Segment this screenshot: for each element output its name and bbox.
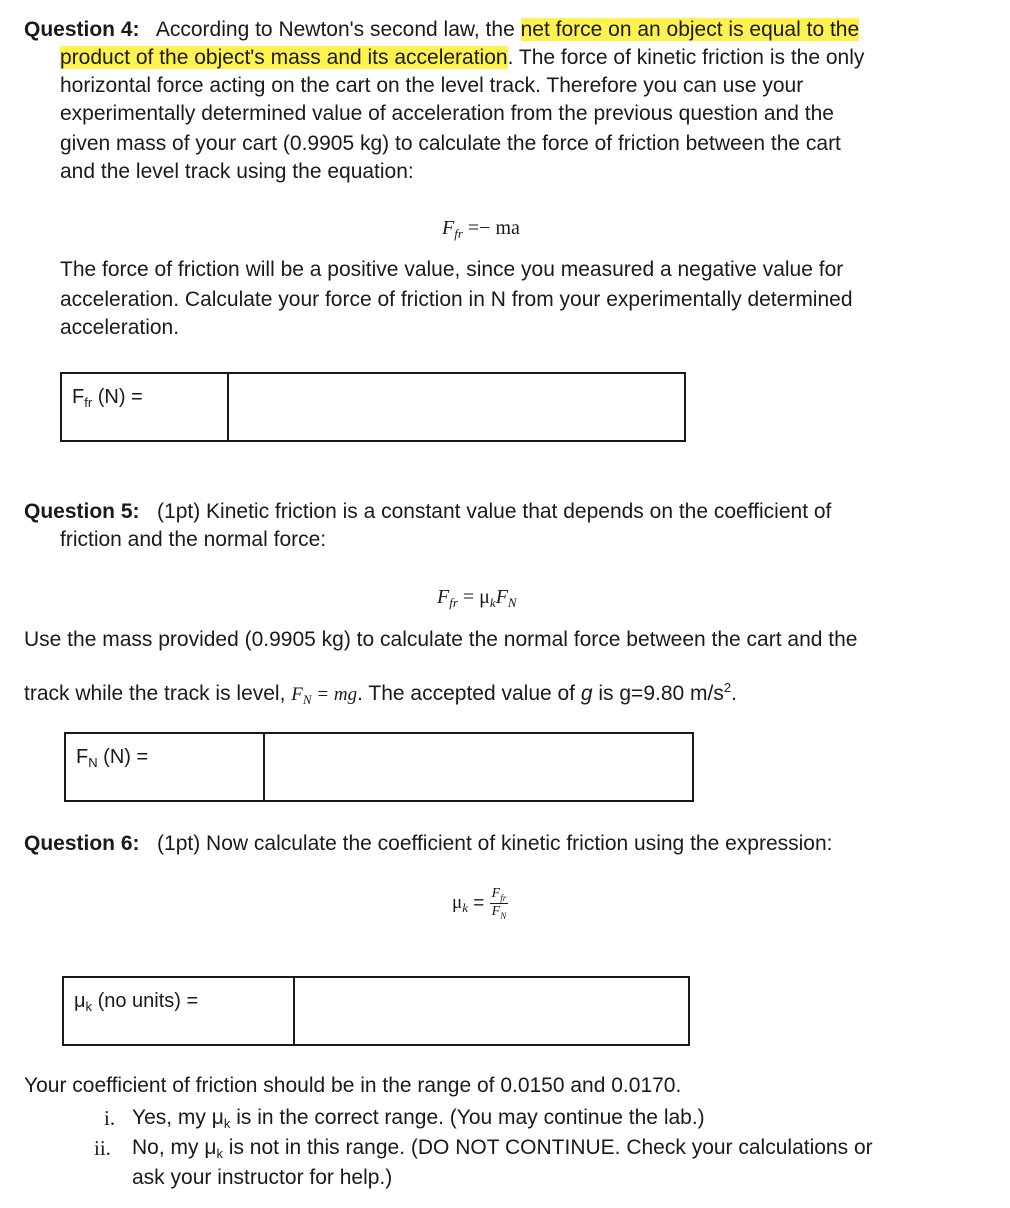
- q4-highlight-2: product of the object's mass and its acceleration: [60, 46, 508, 69]
- q5-equation: $F_{fr} = \mu_kF_N$: [437, 586, 517, 610]
- q6-equation: $\mu_k$ = $\frac{F_{fr}}{F_N}$: [452, 886, 507, 921]
- q4-line5: given mass of your cart (0.9905 kg) to calculate the force of friction between the cart: [60, 132, 841, 155]
- q4-highlight-1: net force on an object is equal to the: [520, 18, 860, 41]
- q6-answer-row: [62, 976, 690, 1046]
- q4-label: Question 4:: [24, 18, 140, 41]
- q5-after1: Use the mass provided (0.9905 kg) to calculate the normal force between the cart and the: [24, 628, 858, 651]
- q6-answer-label: $\mu_k$ (no units) =: [64, 978, 295, 1044]
- range-statement: Your coefficient of friction should be in the range of 0.0150 and 0.0170.: [24, 1074, 682, 1097]
- option-i[interactable]: i.: [104, 1106, 116, 1130]
- q4-line2-post: . The force of kinetic friction is the only: [507, 46, 865, 69]
- q4-after3: acceleration.: [60, 316, 180, 339]
- q6-label: Question 6:: [24, 832, 140, 855]
- q5-answer-label: $F_N$ (N) =: [66, 734, 265, 800]
- q5-after2: track while the track is level, $F_N$ = mg. The accepted value of g is g=9.80 $m/s^2$.: [24, 680, 737, 707]
- q4-answer-field[interactable]: [229, 374, 684, 440]
- option-ii[interactable]: ii.: [94, 1136, 111, 1160]
- option-ii-text-line2: ask your instructor for help.): [132, 1166, 393, 1189]
- q5-label: Question 5:: [24, 500, 140, 523]
- q5-answer-field[interactable]: [265, 734, 692, 800]
- q5-line2: friction and the normal force:: [60, 528, 327, 551]
- q5-answer-row: [64, 732, 694, 802]
- q4-line4: experimentally determined value of acceleration from the previous question and the: [60, 102, 834, 125]
- q4-line3: horizontal force acting on the cart on the level track. Therefore you can use your: [60, 74, 804, 97]
- q4-after1: The force of friction will be a positive value, since you measured a negative value for: [60, 258, 844, 281]
- q4-line1: [24, 16, 859, 44]
- q4-answer-label: $F_{fr}$ (N) =: [62, 374, 229, 440]
- q4-answer-row: [60, 372, 686, 442]
- option-i-text: Yes, my $\mu_k$ is in the correct range. (You may continue the lab.): [132, 1106, 705, 1131]
- q6-answer-field[interactable]: [295, 978, 688, 1044]
- q4-line6: and the level track using the equation:: [60, 160, 414, 183]
- q6-fraction: $\frac{F_{fr}}{F_N}$: [491, 886, 507, 921]
- q4-line2: [60, 44, 864, 72]
- q4-equation: $F_{fr}$ =− ma: [442, 217, 520, 241]
- q4-line1-pre: According to Newton's second law, the: [155, 18, 521, 41]
- q6-line1: Question 6: (1pt) Now calculate the coefficient of kinetic friction using the expression:: [24, 832, 833, 855]
- q5-line1: Question 5: (1pt) Kinetic friction is a constant value that depends on the coefficient of: [24, 500, 832, 523]
- option-ii-text: No, my $\mu_k$ is not in this range. (DO NOT CONTINUE. Check your calculations or: [132, 1136, 873, 1161]
- q4-after2: acceleration. Calculate your force of friction in N from your experimentally determined: [60, 288, 853, 311]
